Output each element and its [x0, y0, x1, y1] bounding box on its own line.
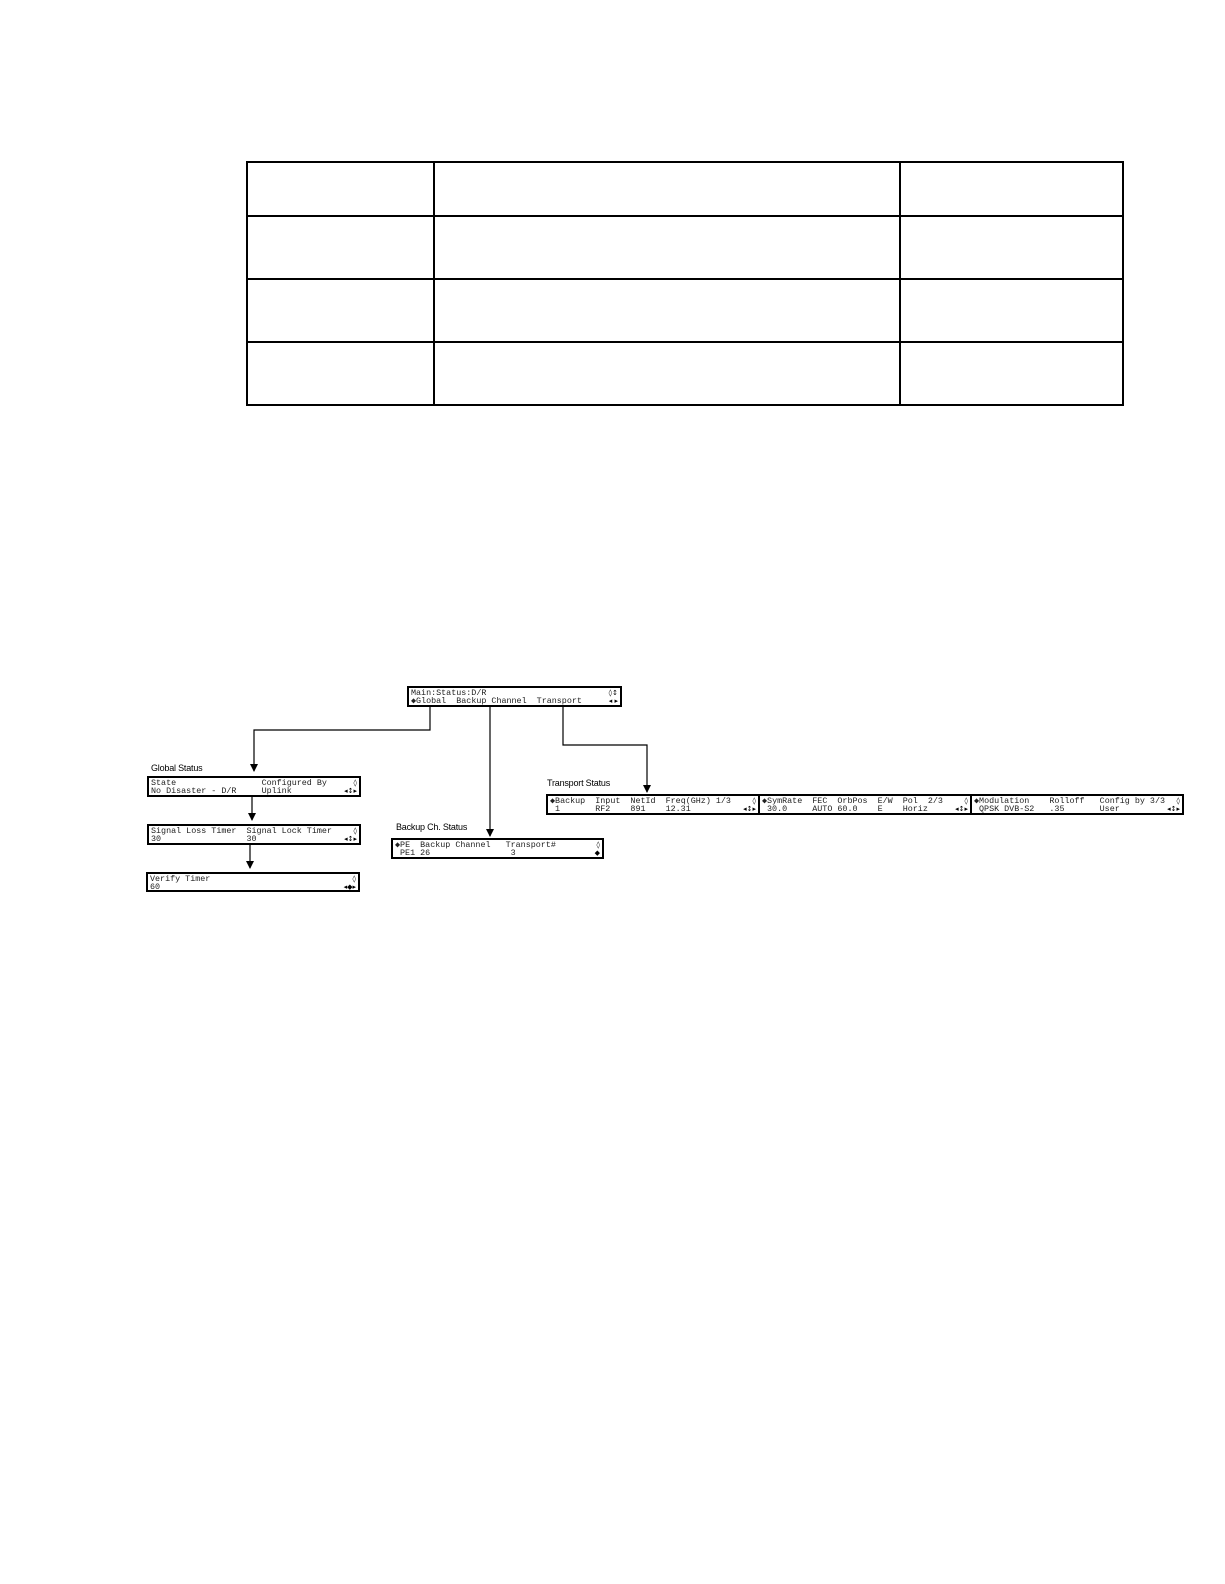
- lcd-line-1: ◆Backup Input NetId Freq(GHz) 1/3: [550, 796, 731, 806]
- lcd-line-2: 30 30: [151, 834, 257, 844]
- global-status-screen-1: [147, 776, 361, 797]
- transport-status-screen-3: [970, 794, 1184, 815]
- scroll-indicator-icon: ◊↕: [608, 689, 618, 697]
- nav-arrows-icon: ◂↕▸: [743, 805, 756, 813]
- main-status-screen: [407, 686, 622, 707]
- nav-arrows-icon: ◆: [594, 849, 600, 857]
- scroll-indicator-icon: ◊: [964, 797, 968, 805]
- transport-status-screen-2: [758, 794, 972, 815]
- lcd-line-1: ◆SymRate FEC OrbPos E/W Pol 2/3: [762, 796, 943, 806]
- lcd-line-1: ◆Modulation Rolloff Config by 3/3: [974, 796, 1165, 806]
- lcd-line-2: 30.0 AUTO 60.0 E Horiz: [762, 804, 928, 814]
- lcd-line-1: Signal Loss Timer Signal Lock Timer: [151, 826, 332, 836]
- scroll-indicator-icon: ◊: [353, 827, 357, 835]
- transport-status-screen-1: [546, 794, 760, 815]
- scroll-indicator-icon: ◊: [596, 841, 600, 849]
- nav-arrows-icon: ◂ ▸: [608, 697, 618, 705]
- lcd-line-1: Main:Status:D/R: [411, 688, 487, 698]
- backup-status-caption: Backup Ch. Status: [396, 822, 468, 832]
- lcd-line-2: QPSK DVB-S2 .35 User: [974, 804, 1120, 814]
- scroll-indicator-icon: ◊: [353, 779, 357, 787]
- lcd-line-2: ◆Global Backup Channel Transport: [411, 696, 582, 706]
- backup-status-screen: [391, 838, 604, 859]
- nav-arrows-icon: ◂◆▸: [343, 883, 356, 891]
- lcd-line-1: State Configured By: [151, 778, 327, 788]
- lcd-line-2: No Disaster - D/R Uplink: [151, 786, 292, 796]
- arrow-to-global-status: [254, 706, 430, 771]
- global-status-screen-3: [146, 872, 360, 892]
- lcd-line-1: ◆PE Backup Channel Transport#: [395, 840, 556, 850]
- transport-status-caption: Transport Status: [547, 778, 610, 788]
- nav-arrows-icon: ◂↕▸: [1167, 805, 1180, 813]
- lcd-line-2: PE1 26 3: [395, 848, 516, 858]
- scroll-indicator-icon: ◊: [352, 875, 356, 883]
- nav-arrows-icon: ◂↕▸: [344, 835, 357, 843]
- global-status-screen-2: [147, 824, 361, 845]
- global-status-caption: Global Status: [151, 763, 203, 773]
- nav-arrows-icon: ◂↕▸: [955, 805, 968, 813]
- scroll-indicator-icon: ◊: [1176, 797, 1180, 805]
- lcd-line-2: 60: [150, 882, 161, 892]
- scroll-indicator-icon: ◊: [752, 797, 756, 805]
- nav-arrows-icon: ◂↕▸: [344, 787, 357, 795]
- lcd-line-1: Verify Timer: [150, 874, 211, 884]
- lcd-line-2: 1 RF2 891 12.31: [550, 804, 691, 814]
